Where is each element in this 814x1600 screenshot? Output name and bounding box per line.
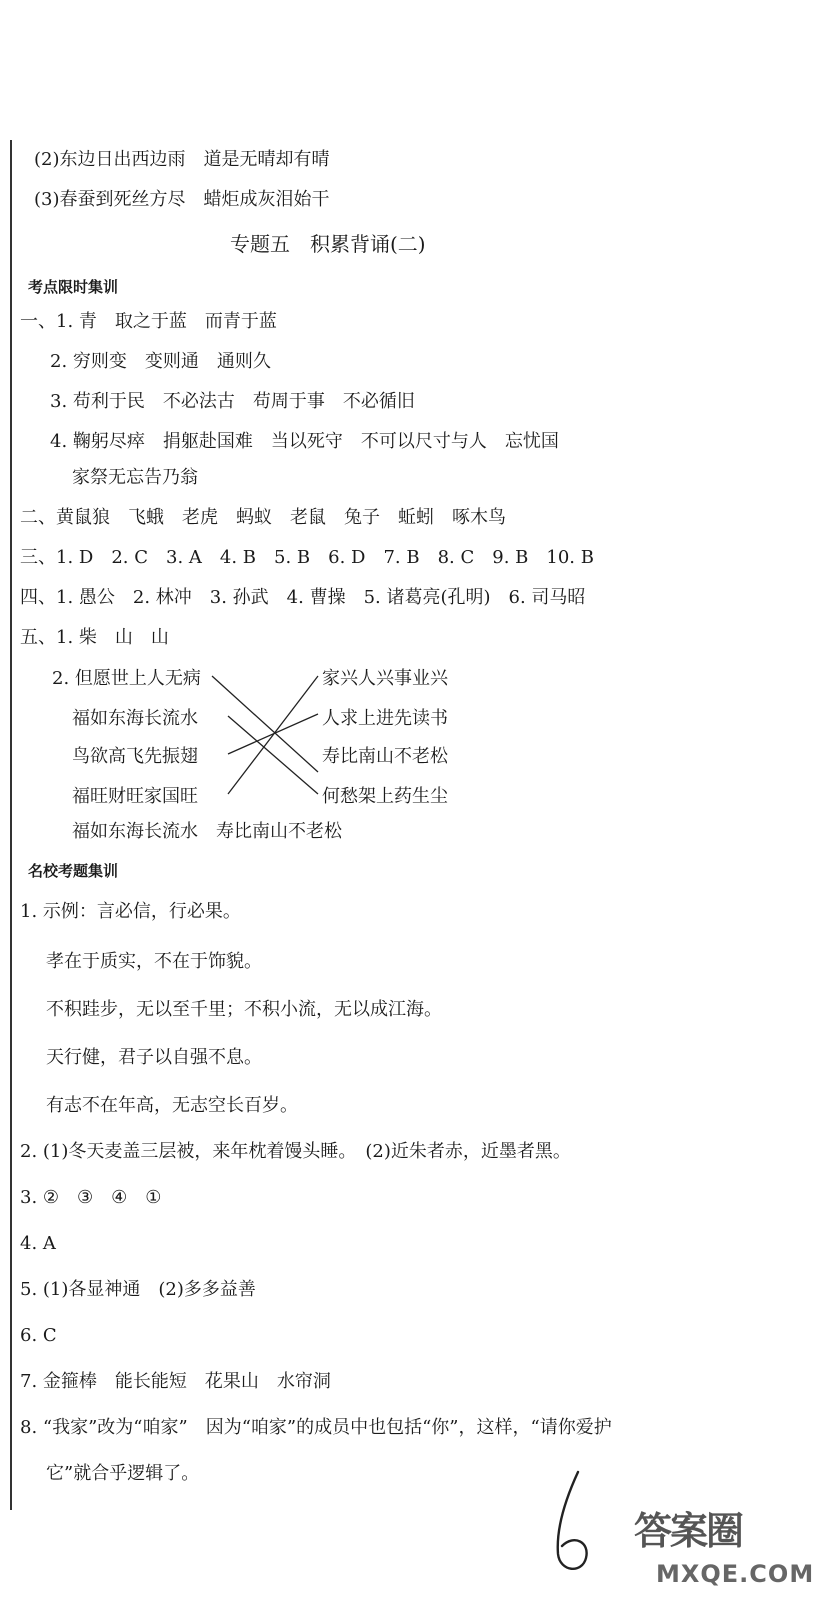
- answer-line: 4. A: [20, 1233, 56, 1254]
- answer-line: 一、1. 青 取之于蓝 而青于蓝: [20, 311, 277, 332]
- matching-left-item: 鸟欲高飞先振翅: [72, 746, 198, 767]
- matching-left-item: 2. 但愿世上人无病: [52, 668, 201, 689]
- answer-line: 2. 穷则变 变则通 通则久: [50, 351, 271, 372]
- topic-title: 专题五 积累背诵(二): [230, 232, 426, 256]
- answer-line: 不积跬步，无以至千里；不积小流，无以成江海。: [46, 999, 442, 1020]
- matching-answer: 福如东海长流水 寿比南山不老松: [72, 821, 342, 842]
- watermark-logo: [626, 1500, 814, 1600]
- handwritten-page-number: [548, 1468, 598, 1578]
- matching-right-item: 家兴人兴事业兴: [322, 668, 448, 689]
- section-title: 名校考题集训: [28, 862, 119, 880]
- answer-line: 3. 苟利于民 不必法古 苟周于事 不必循旧: [50, 391, 415, 412]
- answer-line: 孝在于质实，不在于饰貌。: [46, 951, 262, 972]
- answer-line: 二、黄鼠狼 飞蛾 老虎 蚂蚁 老鼠 兔子 蚯蚓 啄木鸟: [20, 507, 506, 528]
- answer-line: 天行健，君子以自强不息。: [46, 1047, 262, 1068]
- watermark-logo-text: 答案圈: [634, 1509, 743, 1553]
- answer-line: 8. “我家”改为“咱家” 因为“咱家”的成员中也包括“你”，这样，“请你爱护: [20, 1417, 612, 1438]
- answer-line: 4. 鞠躬尽瘁 捐躯赴国难 当以死守 不可以尺寸与人 忘忧国: [50, 431, 559, 452]
- matching-left-item: 福旺财旺家国旺: [72, 786, 198, 807]
- answer-line: 家祭无忘告乃翁: [72, 467, 198, 488]
- section-title: 考点限时集训: [28, 278, 119, 296]
- answer-line: (2)东边日出西边雨 道是无晴却有晴: [34, 149, 330, 170]
- answer-line: 7. 金箍棒 能长能短 花果山 水帘洞: [20, 1371, 331, 1392]
- matching-right-item: 寿比南山不老松: [322, 746, 448, 767]
- answer-line: 四、1. 愚公 2. 林冲 3. 孙武 4. 曹操 5. 诸葛亮(孔明) 6. 司马昭: [20, 587, 586, 608]
- answer-line: 有志不在年高，无志空长百岁。: [46, 1095, 298, 1116]
- match-line: [212, 676, 318, 772]
- answer-line: 5. (1)各显神通 (2)多多益善: [20, 1279, 256, 1300]
- answer-line: 6. C: [20, 1325, 57, 1346]
- answer-line: 1. 示例：言必信，行必果。: [20, 901, 241, 922]
- answer-line: (3)春蚕到死丝方尽 蜡炬成灰泪始干: [34, 189, 330, 210]
- answer-line: 2. (1)冬天麦盖三层被，来年枕着馒头睡。 (2)近朱者赤，近墨者黑。: [20, 1141, 571, 1162]
- answer-line: 它”就合乎逻辑了。: [46, 1463, 200, 1484]
- matching-right-item: 人求上进先读书: [322, 708, 448, 729]
- match-line: [228, 716, 318, 794]
- match-line: [228, 676, 318, 794]
- matching-right-item: 何愁架上药生尘: [322, 786, 448, 807]
- answer-line: 五、1. 柴 山 山: [20, 627, 169, 648]
- answer-line: 3. ② ③ ④ ①: [20, 1187, 162, 1208]
- answer-line: 三、1. D 2. C 3. A 4. B 5. B 6. D 7. B 8. C 9. B 10. B: [20, 547, 594, 568]
- matching-left-item: 福如东海长流水: [72, 708, 198, 729]
- watermark-site-text: MXQE.COM: [656, 1560, 814, 1588]
